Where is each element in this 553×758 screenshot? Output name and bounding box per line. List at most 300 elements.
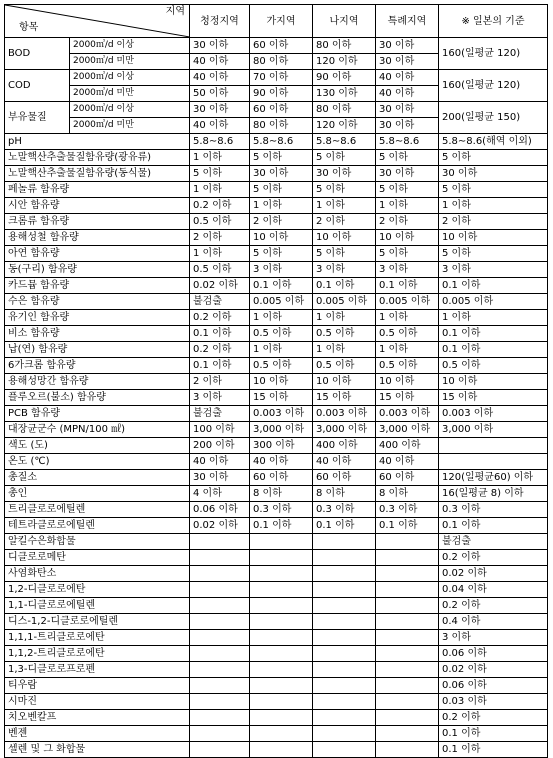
value-cell: 1 이하 xyxy=(190,182,250,198)
japan-standard-cell: 0.1 이하 xyxy=(439,726,548,742)
value-cell: 0.5 이하 xyxy=(313,358,376,374)
japan-standard-cell: 120(일평균60) 이하 xyxy=(439,470,548,486)
value-cell xyxy=(190,566,250,582)
value-cell: 40 이하 xyxy=(190,454,250,470)
item-name: 티우람 xyxy=(5,678,190,694)
value-cell: 5.8∼8.6 xyxy=(250,134,313,150)
table-row xyxy=(5,310,548,326)
value-cell xyxy=(376,678,439,694)
value-cell: 40 이하 xyxy=(376,454,439,470)
value-cell: 0.02 이하 xyxy=(190,518,250,534)
value-cell: 80 이하 xyxy=(313,38,376,54)
value-cell: 10 이하 xyxy=(376,374,439,390)
value-cell: 300 이하 xyxy=(250,438,313,454)
table-row xyxy=(5,726,548,742)
value-cell xyxy=(190,694,250,710)
table-row xyxy=(5,198,548,214)
value-cell: 10 이하 xyxy=(250,230,313,246)
group-item-name: BOD xyxy=(5,38,70,70)
value-cell: 30 이하 xyxy=(190,38,250,54)
value-cell: 0.003 이하 xyxy=(313,406,376,422)
value-cell xyxy=(190,726,250,742)
value-cell: 0.1 이하 xyxy=(250,518,313,534)
value-cell xyxy=(313,630,376,646)
item-name: 시안 함유량 xyxy=(5,198,190,214)
effluent-standards-table xyxy=(4,4,548,758)
value-cell: 0.5 이하 xyxy=(250,358,313,374)
japan-standard-cell: 3 이하 xyxy=(439,262,548,278)
value-cell xyxy=(190,678,250,694)
table-row xyxy=(5,262,548,278)
col-header-special: 특례지역 xyxy=(376,5,439,38)
value-cell xyxy=(376,742,439,758)
value-cell xyxy=(250,646,313,662)
japan-standard-cell: 0.1 이하 xyxy=(439,742,548,758)
value-cell xyxy=(313,710,376,726)
table-row xyxy=(5,102,548,118)
value-cell: 50 이하 xyxy=(190,86,250,102)
value-cell: 0.1 이하 xyxy=(376,278,439,294)
table-row xyxy=(5,294,548,310)
value-cell: 5 이하 xyxy=(250,246,313,262)
japan-standard-cell: 1 이하 xyxy=(439,198,548,214)
value-cell: 3 이하 xyxy=(190,390,250,406)
item-name: 아연 함유량 xyxy=(5,246,190,262)
japan-standard-cell: 0.06 이하 xyxy=(439,678,548,694)
value-cell: 2 이하 xyxy=(190,374,250,390)
value-cell xyxy=(313,582,376,598)
value-cell: 60 이하 xyxy=(313,470,376,486)
value-cell: 2 이하 xyxy=(313,214,376,230)
value-cell: 10 이하 xyxy=(313,230,376,246)
item-name: 노말핵산추출물질함유량(광유류) xyxy=(5,150,190,166)
value-cell xyxy=(190,710,250,726)
item-name: 디클로로메탄 xyxy=(5,550,190,566)
value-cell: 15 이하 xyxy=(313,390,376,406)
value-cell: 5 이하 xyxy=(313,182,376,198)
japan-standard-cell: 160(일평균 120) xyxy=(439,38,548,70)
item-name: 디스-1,2-디클로로에틸렌 xyxy=(5,614,190,630)
item-name: 페놀류 함유량 xyxy=(5,182,190,198)
item-name: 노말핵산추출물질함유량(동식물) xyxy=(5,166,190,182)
value-cell: 0.5 이하 xyxy=(190,214,250,230)
value-cell xyxy=(313,550,376,566)
table-row xyxy=(5,614,548,630)
value-cell: 100 이하 xyxy=(190,422,250,438)
japan-standard-cell: 3 이하 xyxy=(439,630,548,646)
item-name: 비소 함유량 xyxy=(5,326,190,342)
value-cell: 60 이하 xyxy=(250,38,313,54)
japan-standard-cell xyxy=(439,454,548,470)
table-row xyxy=(5,374,548,390)
item-name: 6가크롬 함유량 xyxy=(5,358,190,374)
value-cell: 1 이하 xyxy=(250,310,313,326)
table-row xyxy=(5,534,548,550)
standards-table-wrapper xyxy=(4,4,548,758)
value-cell xyxy=(250,694,313,710)
value-cell: 3 이하 xyxy=(376,262,439,278)
value-cell: 2 이하 xyxy=(190,230,250,246)
table-row xyxy=(5,326,548,342)
value-cell xyxy=(376,582,439,598)
value-cell: 30 이하 xyxy=(376,38,439,54)
item-name: 치오벤칼프 xyxy=(5,710,190,726)
japan-standard-cell: 160(일평균 120) xyxy=(439,70,548,102)
value-cell: 1 이하 xyxy=(190,246,250,262)
table-row xyxy=(5,214,548,230)
japan-standard-cell: 0.1 이하 xyxy=(439,342,548,358)
value-cell xyxy=(313,662,376,678)
table-row xyxy=(5,646,548,662)
japan-standard-cell: 0.04 이하 xyxy=(439,582,548,598)
item-name: 시마진 xyxy=(5,694,190,710)
value-cell: 3,000 이하 xyxy=(376,422,439,438)
item-name: 납(연) 함유량 xyxy=(5,342,190,358)
value-cell: 2 이하 xyxy=(250,214,313,230)
value-cell: 0.2 이하 xyxy=(190,310,250,326)
value-cell: 0.5 이하 xyxy=(190,262,250,278)
value-cell xyxy=(376,694,439,710)
value-cell: 40 이하 xyxy=(190,54,250,70)
japan-standard-cell: 30 이하 xyxy=(439,166,548,182)
value-cell: 40 이하 xyxy=(376,70,439,86)
item-name: 벤젠 xyxy=(5,726,190,742)
value-cell: 0.003 이하 xyxy=(376,406,439,422)
table-row xyxy=(5,342,548,358)
value-cell xyxy=(376,534,439,550)
value-cell: 3,000 이하 xyxy=(250,422,313,438)
table-row xyxy=(5,694,548,710)
value-cell: 400 이하 xyxy=(376,438,439,454)
value-cell: 0.005 이하 xyxy=(376,294,439,310)
value-cell xyxy=(313,678,376,694)
japan-standard-cell: 10 이하 xyxy=(439,230,548,246)
value-cell: 0.1 이하 xyxy=(190,358,250,374)
item-name: 사염화탄소 xyxy=(5,566,190,582)
table-row xyxy=(5,230,548,246)
value-cell: 30 이하 xyxy=(313,166,376,182)
value-cell: 4 이하 xyxy=(190,486,250,502)
value-cell: 0.3 이하 xyxy=(313,502,376,518)
japan-standard-cell: 16(일평균 8) 이하 xyxy=(439,486,548,502)
value-cell xyxy=(190,534,250,550)
value-cell: 30 이하 xyxy=(250,166,313,182)
value-cell xyxy=(313,742,376,758)
value-cell: 0.5 이하 xyxy=(376,326,439,342)
value-cell xyxy=(376,614,439,630)
value-cell: 5.8∼8.6 xyxy=(313,134,376,150)
item-name: 수은 함유량 xyxy=(5,294,190,310)
flow-condition: 2000㎥/d 이상 xyxy=(70,70,190,86)
table-row xyxy=(5,438,548,454)
item-name: 온도 (℃) xyxy=(5,454,190,470)
value-cell: 5 이하 xyxy=(250,150,313,166)
value-cell xyxy=(313,726,376,742)
value-cell xyxy=(190,582,250,598)
value-cell xyxy=(250,534,313,550)
value-cell xyxy=(313,598,376,614)
value-cell: 10 이하 xyxy=(313,374,376,390)
value-cell xyxy=(376,662,439,678)
table-row xyxy=(5,710,548,726)
table-row xyxy=(5,406,548,422)
table-row xyxy=(5,518,548,534)
table-row xyxy=(5,278,548,294)
value-cell xyxy=(376,646,439,662)
value-cell: 0.5 이하 xyxy=(250,326,313,342)
value-cell: 1 이하 xyxy=(250,198,313,214)
value-cell: 0.1 이하 xyxy=(313,518,376,534)
item-name: 색도 (도) xyxy=(5,438,190,454)
value-cell: 0.005 이하 xyxy=(313,294,376,310)
value-cell: 0.003 이하 xyxy=(250,406,313,422)
value-cell: 5.8∼8.6 xyxy=(190,134,250,150)
japan-standard-cell xyxy=(439,438,548,454)
value-cell: 0.5 이하 xyxy=(313,326,376,342)
value-cell: 5 이하 xyxy=(376,182,439,198)
value-cell: 1 이하 xyxy=(376,198,439,214)
value-cell xyxy=(190,630,250,646)
value-cell: 불검출 xyxy=(190,294,250,310)
value-cell xyxy=(250,614,313,630)
value-cell: 3 이하 xyxy=(250,262,313,278)
item-name: 유기인 함유량 xyxy=(5,310,190,326)
flow-condition: 2000㎥/d 미만 xyxy=(70,118,190,134)
japan-standard-cell: 1 이하 xyxy=(439,310,548,326)
value-cell: 80 이하 xyxy=(250,54,313,70)
item-name: PCB 함유량 xyxy=(5,406,190,422)
table-row xyxy=(5,454,548,470)
value-cell xyxy=(250,582,313,598)
japan-standard-cell: 5 이하 xyxy=(439,246,548,262)
japan-standard-cell: 5 이하 xyxy=(439,182,548,198)
header-diagonal-cell xyxy=(5,5,190,38)
value-cell xyxy=(376,598,439,614)
table-row xyxy=(5,358,548,374)
table-row xyxy=(5,550,548,566)
table-row xyxy=(5,502,548,518)
value-cell xyxy=(250,726,313,742)
flow-condition: 2000㎥/d 이상 xyxy=(70,38,190,54)
japan-standard-cell: 0.1 이하 xyxy=(439,278,548,294)
table-row xyxy=(5,246,548,262)
item-name: 총질소 xyxy=(5,470,190,486)
japan-standard-cell: 0.1 이하 xyxy=(439,518,548,534)
col-header-japan: ※ 일본의 기준 xyxy=(439,5,548,38)
value-cell xyxy=(250,742,313,758)
value-cell: 30 이하 xyxy=(190,470,250,486)
value-cell: 0.005 이하 xyxy=(250,294,313,310)
value-cell: 200 이하 xyxy=(190,438,250,454)
value-cell: 120 이하 xyxy=(313,118,376,134)
value-cell: 15 이하 xyxy=(250,390,313,406)
value-cell xyxy=(190,550,250,566)
table-row xyxy=(5,678,548,694)
value-cell: 70 이하 xyxy=(250,70,313,86)
value-cell xyxy=(190,598,250,614)
value-cell: 40 이하 xyxy=(190,70,250,86)
japan-standard-cell: 200(일평균 150) xyxy=(439,102,548,134)
value-cell: 90 이하 xyxy=(313,70,376,86)
value-cell: 0.06 이하 xyxy=(190,502,250,518)
value-cell: 1 이하 xyxy=(313,342,376,358)
japan-standard-cell: 0.2 이하 xyxy=(439,550,548,566)
japan-standard-cell: 0.03 이하 xyxy=(439,694,548,710)
value-cell: 10 이하 xyxy=(376,230,439,246)
value-cell: 1 이하 xyxy=(313,198,376,214)
table-row xyxy=(5,166,548,182)
table-row xyxy=(5,422,548,438)
region-label: 지역 xyxy=(165,6,185,17)
item-name: 총인 xyxy=(5,486,190,502)
value-cell: 40 이하 xyxy=(313,454,376,470)
value-cell: 60 이하 xyxy=(250,102,313,118)
value-cell xyxy=(313,694,376,710)
japan-standard-cell: 0.005 이하 xyxy=(439,294,548,310)
value-cell: 1 이하 xyxy=(376,342,439,358)
value-cell: 30 이하 xyxy=(190,102,250,118)
value-cell: 400 이하 xyxy=(313,438,376,454)
japan-standard-cell: 0.06 이하 xyxy=(439,646,548,662)
value-cell: 3,000 이하 xyxy=(313,422,376,438)
japan-standard-cell: 5 이하 xyxy=(439,150,548,166)
japan-standard-cell: 15 이하 xyxy=(439,390,548,406)
table-row xyxy=(5,566,548,582)
value-cell: 1 이하 xyxy=(313,310,376,326)
value-cell: 8 이하 xyxy=(250,486,313,502)
value-cell: 40 이하 xyxy=(250,454,313,470)
value-cell: 5.8∼8.6 xyxy=(376,134,439,150)
value-cell: 30 이하 xyxy=(376,118,439,134)
value-cell: 10 이하 xyxy=(250,374,313,390)
value-cell: 90 이하 xyxy=(250,86,313,102)
value-cell: 5 이하 xyxy=(376,150,439,166)
value-cell: 0.1 이하 xyxy=(250,278,313,294)
table-row xyxy=(5,70,548,86)
flow-condition: 2000㎥/d 미만 xyxy=(70,54,190,70)
value-cell: 8 이하 xyxy=(313,486,376,502)
japan-standard-cell: 5.8∼8.6(해역 이외) xyxy=(439,134,548,150)
col-header-na: 나지역 xyxy=(313,5,376,38)
table-row xyxy=(5,134,548,150)
value-cell: 5 이하 xyxy=(376,246,439,262)
value-cell xyxy=(250,550,313,566)
table-row xyxy=(5,662,548,678)
value-cell xyxy=(313,534,376,550)
value-cell: 5 이하 xyxy=(313,246,376,262)
table-row xyxy=(5,390,548,406)
item-name: 알킬수은화합물 xyxy=(5,534,190,550)
japan-standard-cell: 2 이하 xyxy=(439,214,548,230)
item-name: 1,1,1-트리클로로에탄 xyxy=(5,630,190,646)
value-cell xyxy=(376,566,439,582)
value-cell xyxy=(250,678,313,694)
value-cell: 0.1 이하 xyxy=(190,326,250,342)
value-cell: 40 이하 xyxy=(376,86,439,102)
value-cell xyxy=(313,614,376,630)
value-cell: 불검출 xyxy=(190,406,250,422)
value-cell xyxy=(313,566,376,582)
group-item-name: COD xyxy=(5,70,70,102)
value-cell: 8 이하 xyxy=(376,486,439,502)
value-cell: 3 이하 xyxy=(313,262,376,278)
value-cell xyxy=(376,630,439,646)
header-row xyxy=(5,5,548,38)
japan-standard-cell: 0.5 이하 xyxy=(439,358,548,374)
item-name: 셀렌 및 그 화합물 xyxy=(5,742,190,758)
value-cell: 2 이하 xyxy=(376,214,439,230)
value-cell: 0.2 이하 xyxy=(190,342,250,358)
value-cell: 80 이하 xyxy=(250,118,313,134)
value-cell: 0.2 이하 xyxy=(190,198,250,214)
table-row xyxy=(5,598,548,614)
item-name: 카드뮴 함유량 xyxy=(5,278,190,294)
value-cell xyxy=(250,566,313,582)
value-cell: 0.02 이하 xyxy=(190,278,250,294)
item-name: 1,3-디클로로프로펜 xyxy=(5,662,190,678)
value-cell: 15 이하 xyxy=(376,390,439,406)
japan-standard-cell: 0.2 이하 xyxy=(439,710,548,726)
japan-standard-cell: 0.2 이하 xyxy=(439,598,548,614)
japan-standard-cell: 0.3 이하 xyxy=(439,502,548,518)
item-name: 용해성철 함유량 xyxy=(5,230,190,246)
item-name: 1,2-디클로로에탄 xyxy=(5,582,190,598)
table-row xyxy=(5,582,548,598)
japan-standard-cell: 0.003 이하 xyxy=(439,406,548,422)
value-cell xyxy=(376,726,439,742)
flow-condition: 2000㎥/d 미만 xyxy=(70,86,190,102)
col-header-cheongjeong: 청정지역 xyxy=(190,5,250,38)
value-cell xyxy=(376,710,439,726)
value-cell: 0.5 이하 xyxy=(376,358,439,374)
value-cell xyxy=(190,614,250,630)
japan-standard-cell: 불검출 xyxy=(439,534,548,550)
value-cell xyxy=(190,646,250,662)
item-name: 트리클로로에틸렌 xyxy=(5,502,190,518)
value-cell: 60 이하 xyxy=(376,470,439,486)
value-cell: 30 이하 xyxy=(376,166,439,182)
japan-standard-cell: 0.02 이하 xyxy=(439,566,548,582)
value-cell: 0.1 이하 xyxy=(313,278,376,294)
item-name: 용해성망간 함유량 xyxy=(5,374,190,390)
value-cell: 5 이하 xyxy=(313,150,376,166)
value-cell xyxy=(250,630,313,646)
value-cell xyxy=(250,598,313,614)
value-cell xyxy=(250,662,313,678)
value-cell xyxy=(190,742,250,758)
table-row xyxy=(5,182,548,198)
table-row xyxy=(5,486,548,502)
flow-condition: 2000㎥/d 이상 xyxy=(70,102,190,118)
item-name: 1,1-디클로로에틸렌 xyxy=(5,598,190,614)
value-cell: 0.3 이하 xyxy=(376,502,439,518)
item-name: 1,1,2-트리클로로에탄 xyxy=(5,646,190,662)
value-cell xyxy=(313,646,376,662)
value-cell: 0.3 이하 xyxy=(250,502,313,518)
value-cell: 130 이하 xyxy=(313,86,376,102)
value-cell: 1 이하 xyxy=(376,310,439,326)
table-row xyxy=(5,470,548,486)
value-cell: 80 이하 xyxy=(313,102,376,118)
value-cell xyxy=(250,710,313,726)
value-cell xyxy=(190,662,250,678)
value-cell: 5 이하 xyxy=(190,166,250,182)
value-cell: 5 이하 xyxy=(250,182,313,198)
value-cell: 30 이하 xyxy=(376,54,439,70)
item-name: 동(구리) 함유량 xyxy=(5,262,190,278)
value-cell: 30 이하 xyxy=(376,102,439,118)
item-name: pH xyxy=(5,134,190,150)
